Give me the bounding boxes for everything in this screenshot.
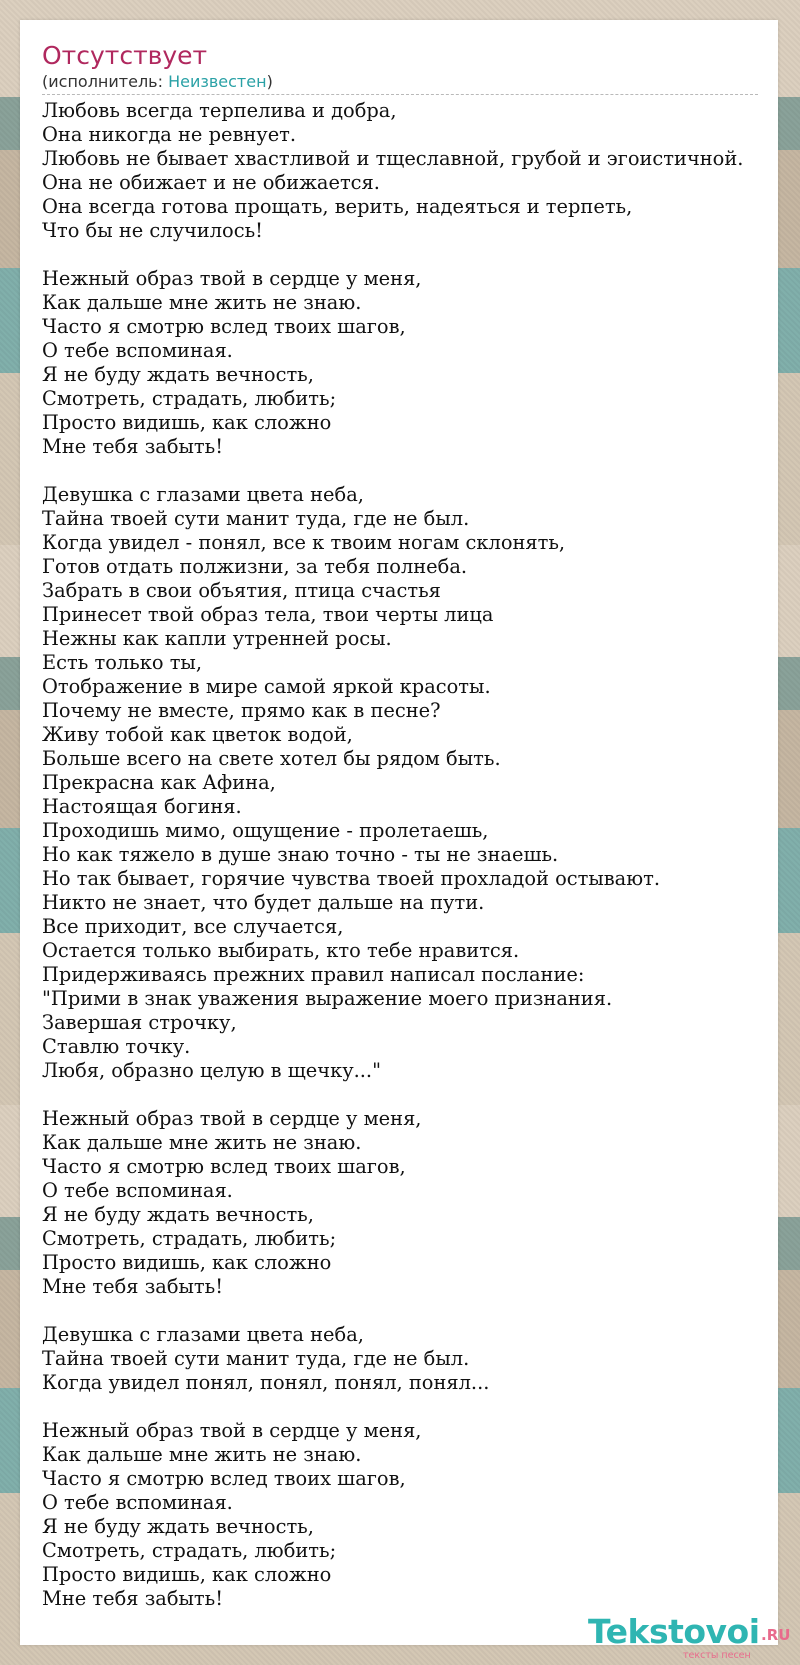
site-logo[interactable] xyxy=(588,1612,791,1662)
lyrics-line: Никто не знает, что будет дальше на пути. xyxy=(42,891,485,914)
lyrics-line: Забрать в свои объятия, птица счастья xyxy=(42,579,441,602)
lyrics-line: Нежный образ твой в сердце у меня, xyxy=(42,267,422,290)
lyrics-line: Просто видишь, как сложно xyxy=(42,1251,332,1274)
lyrics-line: Смотреть, страдать, любить; xyxy=(42,1227,337,1250)
lyrics-line: Ставлю точку. xyxy=(42,1035,191,1058)
lyrics-line: Когда увидел - понял, все к твоим ногам склонять, xyxy=(42,531,566,554)
lyrics-line: Как дальше мне жить не знаю. xyxy=(42,1443,362,1466)
lyrics-line: Завершая строчку, xyxy=(42,1011,237,1034)
lyrics-line: Принесет твой образ тела, твои черты лица xyxy=(42,603,494,626)
lyrics-line: Мне тебя забыть! xyxy=(42,435,224,458)
artist-link[interactable]: Неизвестен xyxy=(168,72,267,91)
lyrics-line: Я не буду ждать вечность, xyxy=(42,1203,314,1226)
lyrics-line: Больше всего на свете хотел бы рядом быть. xyxy=(42,747,501,770)
lyrics-line: Мне тебя забыть! xyxy=(42,1587,224,1610)
lyrics-line: Я не буду ждать вечность, xyxy=(42,363,314,386)
lyrics-line: О тебе вспоминая. xyxy=(42,1179,233,1202)
lyrics-line: Часто я смотрю вслед твоих шагов, xyxy=(42,1467,406,1490)
lyrics-line: Как дальше мне жить не знаю. xyxy=(42,1131,362,1154)
lyrics-line: Любя, образно целую в щечку..." xyxy=(42,1059,382,1082)
lyrics-line: Но как тяжело в душе знаю точно - ты не знаешь. xyxy=(42,843,559,866)
lyrics-line: Девушка с глазами цвета неба, xyxy=(42,483,364,506)
artist-suffix: ) xyxy=(266,72,273,91)
lyrics-line: Все приходит, все случается, xyxy=(42,915,344,938)
artist-prefix: (исполнитель: xyxy=(42,72,169,91)
lyrics-line: "Прими в знак уважения выражение моего признания. xyxy=(42,987,613,1010)
lyrics-line: Тайна твоей сути манит туда, где не был. xyxy=(42,1347,470,1370)
lyrics-line: Проходишь мимо, ощущение - пролетаешь, xyxy=(42,819,489,842)
lyrics-text xyxy=(42,99,782,1611)
artist-line xyxy=(42,72,758,95)
lyrics-line: Отображение в мире самой яркой красоты. xyxy=(42,675,491,698)
lyrics-line: Готов отдать полжизни, за тебя полнеба. xyxy=(42,555,468,578)
song-title: Отсутствует xyxy=(42,41,208,70)
lyrics-line: Почему не вместе, прямо как в песне? xyxy=(42,699,441,722)
lyrics-line: Любовь не бывает хвастливой и тщеславной, грубой и эгоистичной. xyxy=(42,147,744,170)
lyrics-line: Просто видишь, как сложно xyxy=(42,1563,332,1586)
lyrics-line: Просто видишь, как сложно xyxy=(42,411,332,434)
lyrics-blank-line xyxy=(42,1083,782,1107)
lyrics-line: Смотреть, страдать, любить; xyxy=(42,387,337,410)
lyrics-line: Мне тебя забыть! xyxy=(42,1275,224,1298)
logo-tagline: тексты песен xyxy=(683,1650,751,1661)
lyrics-line: Есть только ты, xyxy=(42,651,203,674)
lyrics-line: Часто я смотрю вслед твоих шагов, xyxy=(42,315,406,338)
lyrics-line: Она не обижает и не обижается. xyxy=(42,171,380,194)
lyrics-line: Она всегда готова прощать, верить, надеяться и терпеть, xyxy=(42,195,633,218)
lyrics-line: Нежный образ твой в сердце у меня, xyxy=(42,1107,422,1130)
logo-tld: .RU xyxy=(761,1626,791,1644)
logo-name: Tekstovoi xyxy=(588,1612,760,1651)
lyrics-line: Что бы не случилось! xyxy=(42,219,263,242)
lyrics-blank-line xyxy=(42,459,782,483)
lyrics-line: О тебе вспоминая. xyxy=(42,339,233,362)
lyrics-line: Остается только выбирать, кто тебе нравится. xyxy=(42,939,520,962)
lyrics-line: Любовь всегда терпелива и добра, xyxy=(42,99,397,122)
lyrics-line: Когда увидел понял, понял, понял, понял... xyxy=(42,1371,490,1394)
lyrics-line: Но так бывает, горячие чувства твоей прохладой остывают. xyxy=(42,867,661,890)
lyrics-line: Нежный образ твой в сердце у меня, xyxy=(42,1419,422,1442)
lyrics-line: Девушка с глазами цвета неба, xyxy=(42,1323,364,1346)
lyrics-line: Живу тобой как цветок водой, xyxy=(42,723,353,746)
lyrics-blank-line xyxy=(42,1395,782,1419)
lyrics-panel xyxy=(20,20,791,1661)
lyrics-line: О тебе вспоминая. xyxy=(42,1491,233,1514)
lyrics-line: Часто я смотрю вслед твоих шагов, xyxy=(42,1155,406,1178)
lyrics-blank-line xyxy=(42,1299,782,1323)
lyrics-line: Смотреть, страдать, любить; xyxy=(42,1539,337,1562)
lyrics-line: Она никогда не ревнует. xyxy=(42,123,297,146)
lyrics-line: Нежны как капли утренней росы. xyxy=(42,627,392,650)
lyrics-line: Я не буду ждать вечность, xyxy=(42,1515,314,1538)
lyrics-line: Тайна твоей сути манит туда, где не был. xyxy=(42,507,470,530)
lyrics-blank-line xyxy=(42,243,782,267)
lyrics-line: Как дальше мне жить не знаю. xyxy=(42,291,362,314)
lyrics-line: Настоящая богиня. xyxy=(42,795,242,818)
lyrics-line: Прекрасна как Афина, xyxy=(42,771,276,794)
lyrics-line: Придерживаясь прежних правил написал послание: xyxy=(42,963,585,986)
